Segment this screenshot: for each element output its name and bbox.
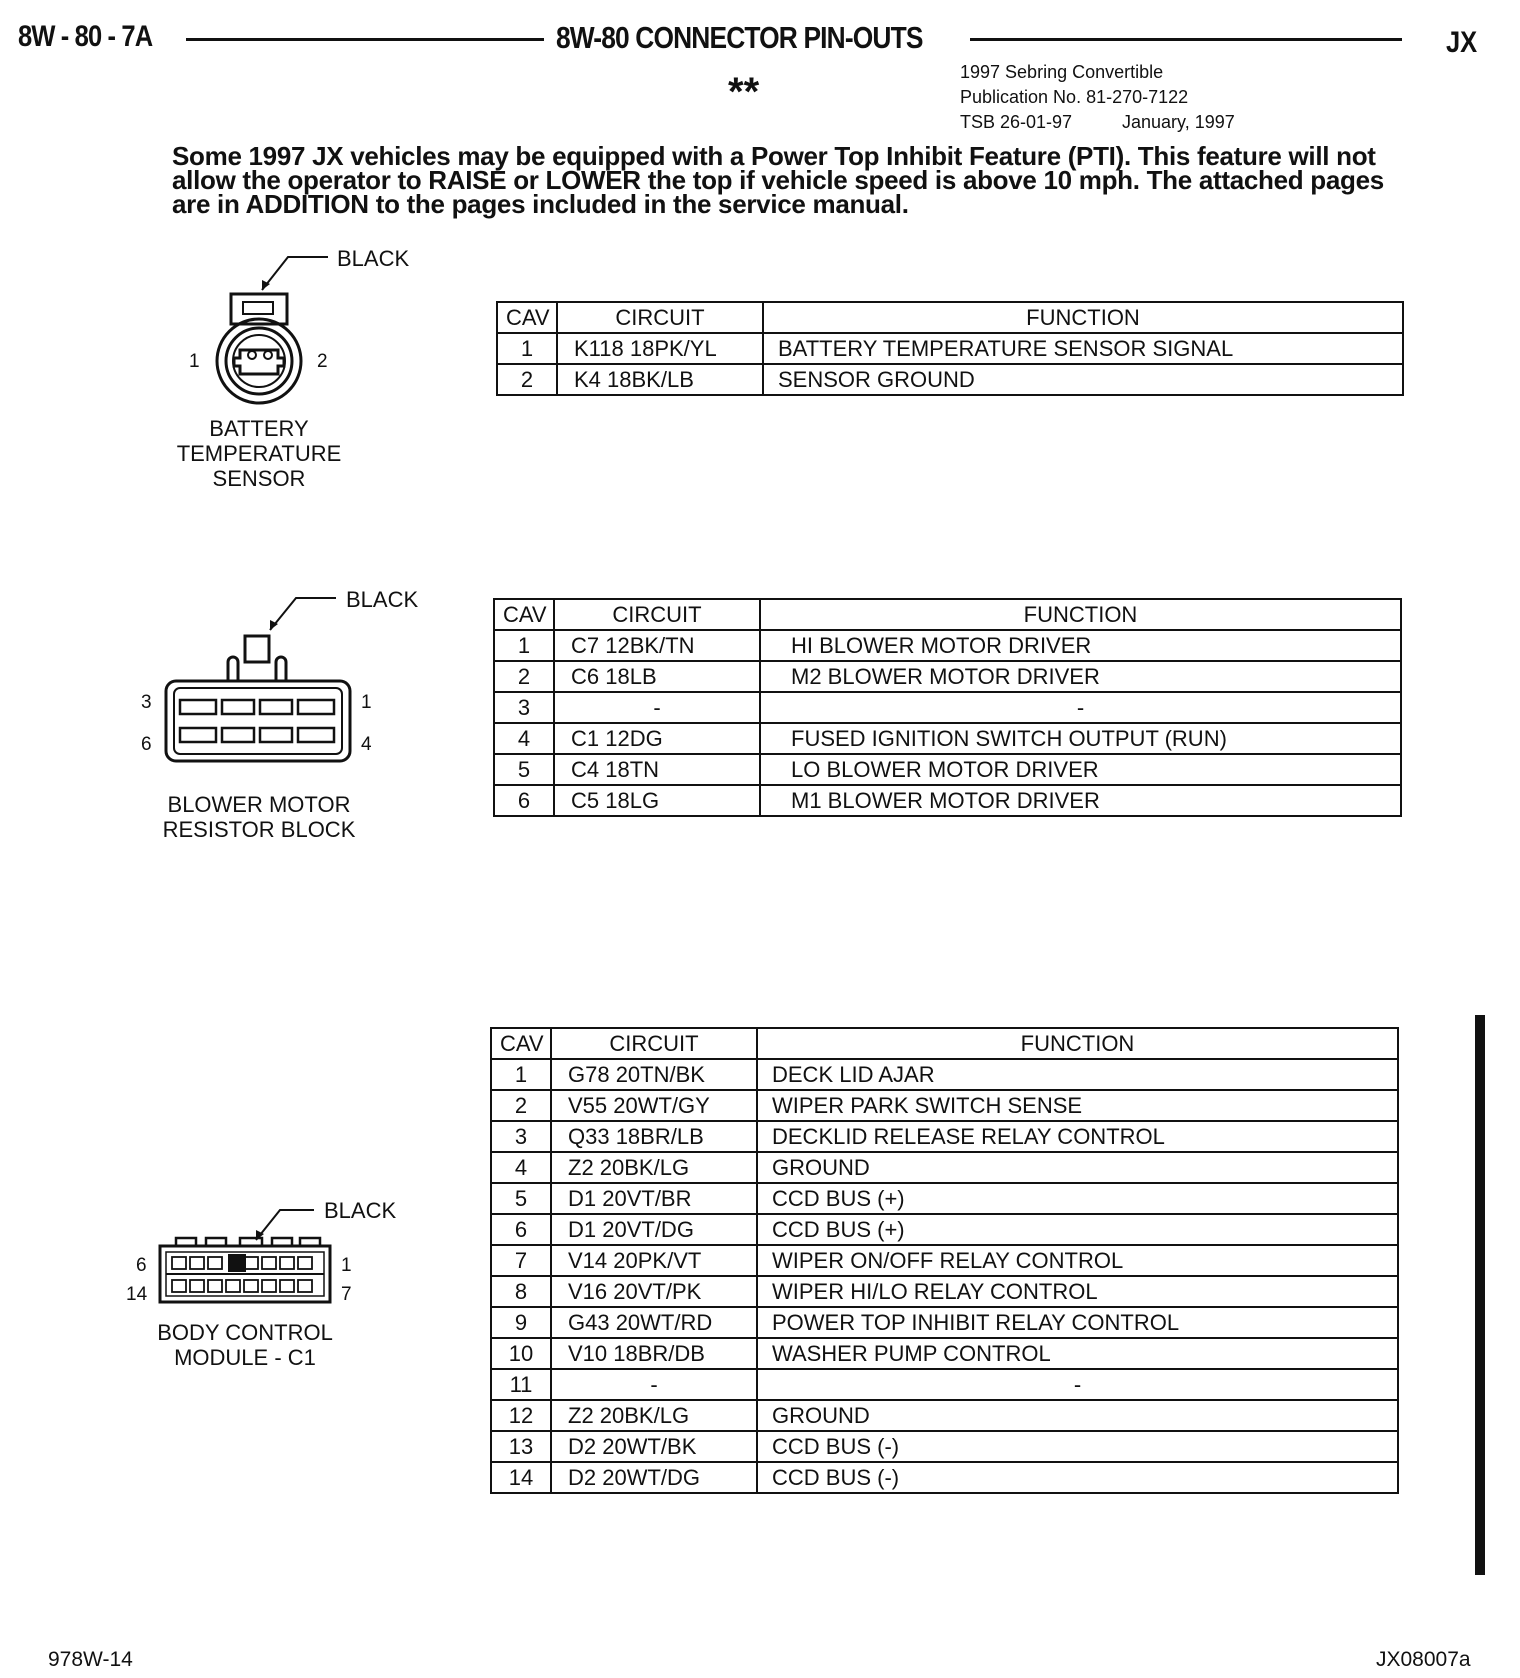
table-row bbox=[494, 692, 1401, 723]
function-cell: GROUND bbox=[757, 1400, 1398, 1431]
page-code: 8W - 80 - 7A bbox=[18, 20, 153, 53]
function-cell: WIPER HI/LO RELAY CONTROL bbox=[757, 1276, 1398, 1307]
blower-block-color-label: BLACK bbox=[346, 587, 419, 612]
header-rule-right bbox=[970, 38, 1402, 41]
bcm-pin-label: 7 bbox=[341, 1284, 352, 1305]
publication-tsb-row bbox=[960, 110, 1235, 135]
table-row bbox=[491, 1400, 1398, 1431]
function-cell: - bbox=[760, 692, 1401, 723]
table-row bbox=[491, 1152, 1398, 1183]
circuit-cell: - bbox=[554, 692, 760, 723]
cav-cell: 9 bbox=[491, 1307, 551, 1338]
blower-block-pin-label: 6 bbox=[141, 734, 152, 755]
table-row bbox=[491, 1369, 1398, 1400]
circuit-cell: V10 18BR/DB bbox=[551, 1338, 757, 1369]
table-row bbox=[491, 1121, 1398, 1152]
table-header-row bbox=[497, 302, 1403, 333]
cav-cell: 5 bbox=[494, 754, 554, 785]
cav-cell: 6 bbox=[494, 785, 554, 816]
publication-info bbox=[960, 60, 1235, 135]
table-row bbox=[491, 1214, 1398, 1245]
circuit-cell: G43 20WT/RD bbox=[551, 1307, 757, 1338]
bcm-color-label: BLACK bbox=[324, 1198, 397, 1223]
cav-cell: 1 bbox=[497, 333, 557, 364]
function-cell: M1 BLOWER MOTOR DRIVER bbox=[760, 785, 1401, 816]
cav-cell: 4 bbox=[494, 723, 554, 754]
circuit-cell: - bbox=[551, 1369, 757, 1400]
publication-tsb: TSB 26-01-97 bbox=[960, 112, 1073, 132]
circuit-cell: Z2 20BK/LG bbox=[551, 1400, 757, 1431]
cav-cell: 8 bbox=[491, 1276, 551, 1307]
circuit-cell: V16 20VT/PK bbox=[551, 1276, 757, 1307]
revision-stars: ** bbox=[728, 70, 760, 114]
function-cell: POWER TOP INHIBIT RELAY CONTROL bbox=[757, 1307, 1398, 1338]
function-cell: HI BLOWER MOTOR DRIVER bbox=[760, 630, 1401, 661]
bcm-pin-label: 6 bbox=[136, 1255, 147, 1276]
blower-block-pin-label: 1 bbox=[361, 692, 372, 713]
connector-name-line: BODY CONTROL bbox=[157, 1320, 333, 1345]
table-row bbox=[491, 1462, 1398, 1493]
circuit-header: CIRCUIT bbox=[554, 599, 760, 630]
circuit-cell: C7 12BK/TN bbox=[554, 630, 760, 661]
cav-cell: 14 bbox=[491, 1462, 551, 1493]
function-cell: BATTERY TEMPERATURE SENSOR SIGNAL bbox=[763, 333, 1403, 364]
cav-cell: 7 bbox=[491, 1245, 551, 1276]
footer-code-left: 978W-14 bbox=[48, 1648, 133, 1671]
bcm-connector-icon bbox=[0, 0, 1, 1]
function-cell: M2 BLOWER MOTOR DRIVER bbox=[760, 661, 1401, 692]
function-cell: FUSED IGNITION SWITCH OUTPUT (RUN) bbox=[760, 723, 1401, 754]
function-header: FUNCTION bbox=[763, 302, 1403, 333]
header-rule-left bbox=[186, 38, 544, 41]
table-row bbox=[494, 723, 1401, 754]
function-cell: DECK LID AJAR bbox=[757, 1059, 1398, 1090]
circuit-header: CIRCUIT bbox=[551, 1028, 757, 1059]
table-header-row bbox=[494, 599, 1401, 630]
function-header: FUNCTION bbox=[760, 599, 1401, 630]
cav-cell: 1 bbox=[494, 630, 554, 661]
table-row bbox=[491, 1183, 1398, 1214]
function-cell: LO BLOWER MOTOR DRIVER bbox=[760, 754, 1401, 785]
function-cell: SENSOR GROUND bbox=[763, 364, 1403, 395]
circuit-cell: Z2 20BK/LG bbox=[551, 1152, 757, 1183]
table-row bbox=[491, 1307, 1398, 1338]
bcm-pinout-table bbox=[490, 1027, 1399, 1494]
table-row bbox=[491, 1431, 1398, 1462]
table-row bbox=[494, 785, 1401, 816]
cav-header: CAV bbox=[494, 599, 554, 630]
connector-name-line: BATTERY bbox=[209, 416, 309, 441]
circuit-cell: K118 18PK/YL bbox=[557, 333, 763, 364]
cav-cell: 1 bbox=[491, 1059, 551, 1090]
table-row bbox=[494, 754, 1401, 785]
blower-block-name bbox=[149, 792, 369, 842]
page-title: 8W-80 CONNECTOR PIN-OUTS bbox=[556, 20, 923, 55]
cav-cell: 11 bbox=[491, 1369, 551, 1400]
connector-name-line: TEMPERATURE bbox=[176, 441, 342, 466]
circuit-cell: V55 20WT/GY bbox=[551, 1090, 757, 1121]
model-code: JX bbox=[1446, 26, 1478, 59]
cav-cell: 3 bbox=[494, 692, 554, 723]
connector-name-line: SENSOR bbox=[212, 466, 306, 491]
cav-cell: 13 bbox=[491, 1431, 551, 1462]
function-cell: CCD BUS (+) bbox=[757, 1214, 1398, 1245]
publication-date: January, 1997 bbox=[1122, 112, 1235, 132]
cav-cell: 10 bbox=[491, 1338, 551, 1369]
function-cell: WASHER PUMP CONTROL bbox=[757, 1338, 1398, 1369]
cav-header: CAV bbox=[497, 302, 557, 333]
battery-sensor-pin-label: 1 bbox=[189, 351, 200, 372]
function-header: FUNCTION bbox=[757, 1028, 1398, 1059]
bcm-name bbox=[145, 1320, 345, 1370]
bcm-pin-label: 1 bbox=[341, 1255, 352, 1276]
table-row bbox=[491, 1090, 1398, 1121]
function-cell: CCD BUS (-) bbox=[757, 1462, 1398, 1493]
function-cell: - bbox=[757, 1369, 1398, 1400]
circuit-header: CIRCUIT bbox=[557, 302, 763, 333]
connector-name-line: BLOWER MOTOR bbox=[167, 792, 351, 817]
circuit-cell: D1 20VT/DG bbox=[551, 1214, 757, 1245]
table-row bbox=[497, 333, 1403, 364]
table-row bbox=[491, 1276, 1398, 1307]
circuit-cell: V14 20PK/VT bbox=[551, 1245, 757, 1276]
function-cell: GROUND bbox=[757, 1152, 1398, 1183]
circuit-cell: D2 20WT/DG bbox=[551, 1462, 757, 1493]
battery-sensor-name bbox=[159, 416, 359, 491]
circuit-cell: C6 18LB bbox=[554, 661, 760, 692]
connector-name-line: RESISTOR BLOCK bbox=[162, 817, 356, 842]
publication-number: Publication No. 81-270-7122 bbox=[960, 87, 1189, 107]
cav-cell: 2 bbox=[494, 661, 554, 692]
cav-cell: 6 bbox=[491, 1214, 551, 1245]
table-row bbox=[497, 364, 1403, 395]
circuit-cell: C5 18LG bbox=[554, 785, 760, 816]
revision-bar bbox=[1475, 1015, 1485, 1575]
cav-cell: 3 bbox=[491, 1121, 551, 1152]
battery-sensor-color-label: BLACK bbox=[337, 246, 410, 271]
cav-cell: 2 bbox=[497, 364, 557, 395]
blower-block-pinout-table bbox=[493, 598, 1402, 817]
cav-cell: 12 bbox=[491, 1400, 551, 1431]
connector-name-line: MODULE - C1 bbox=[174, 1345, 316, 1370]
circuit-cell: K4 18BK/LB bbox=[557, 364, 763, 395]
table-row bbox=[491, 1338, 1398, 1369]
function-cell: CCD BUS (-) bbox=[757, 1431, 1398, 1462]
publication-vehicle: 1997 Sebring Convertible bbox=[960, 62, 1164, 82]
pti-notice: Some 1997 JX vehicles may be equipped with a Power Top Inhibit Feature (PTI). This feature will not allow the operator to RAISE or LOWER the top if vehicle speed is above 10 mph. The attached pages are in ADDITION to the pages included in the service manual. bbox=[172, 141, 1384, 219]
circuit-cell: D2 20WT/BK bbox=[551, 1431, 757, 1462]
circuit-cell: C1 12DG bbox=[554, 723, 760, 754]
function-cell: DECKLID RELEASE RELAY CONTROL bbox=[757, 1121, 1398, 1152]
function-cell: WIPER ON/OFF RELAY CONTROL bbox=[757, 1245, 1398, 1276]
cav-cell: 5 bbox=[491, 1183, 551, 1214]
table-row bbox=[491, 1059, 1398, 1090]
function-cell: WIPER PARK SWITCH SENSE bbox=[757, 1090, 1398, 1121]
circuit-cell: C4 18TN bbox=[554, 754, 760, 785]
cav-header: CAV bbox=[491, 1028, 551, 1059]
footer-code-right: JX08007a bbox=[1376, 1648, 1471, 1671]
circuit-cell: Q33 18BR/LB bbox=[551, 1121, 757, 1152]
blower-block-pin-label: 3 bbox=[141, 692, 152, 713]
circuit-cell: G78 20TN/BK bbox=[551, 1059, 757, 1090]
battery-sensor-pinout-table bbox=[496, 301, 1404, 396]
battery-sensor-pin-label: 2 bbox=[317, 351, 328, 372]
function-cell: CCD BUS (+) bbox=[757, 1183, 1398, 1214]
table-row bbox=[494, 661, 1401, 692]
cav-cell: 2 bbox=[491, 1090, 551, 1121]
table-row bbox=[494, 630, 1401, 661]
circuit-cell: D1 20VT/BR bbox=[551, 1183, 757, 1214]
blower-block-pin-label: 4 bbox=[361, 734, 372, 755]
cav-cell: 4 bbox=[491, 1152, 551, 1183]
bcm-pin-label: 14 bbox=[126, 1284, 148, 1305]
table-row bbox=[491, 1245, 1398, 1276]
table-header-row bbox=[491, 1028, 1398, 1059]
